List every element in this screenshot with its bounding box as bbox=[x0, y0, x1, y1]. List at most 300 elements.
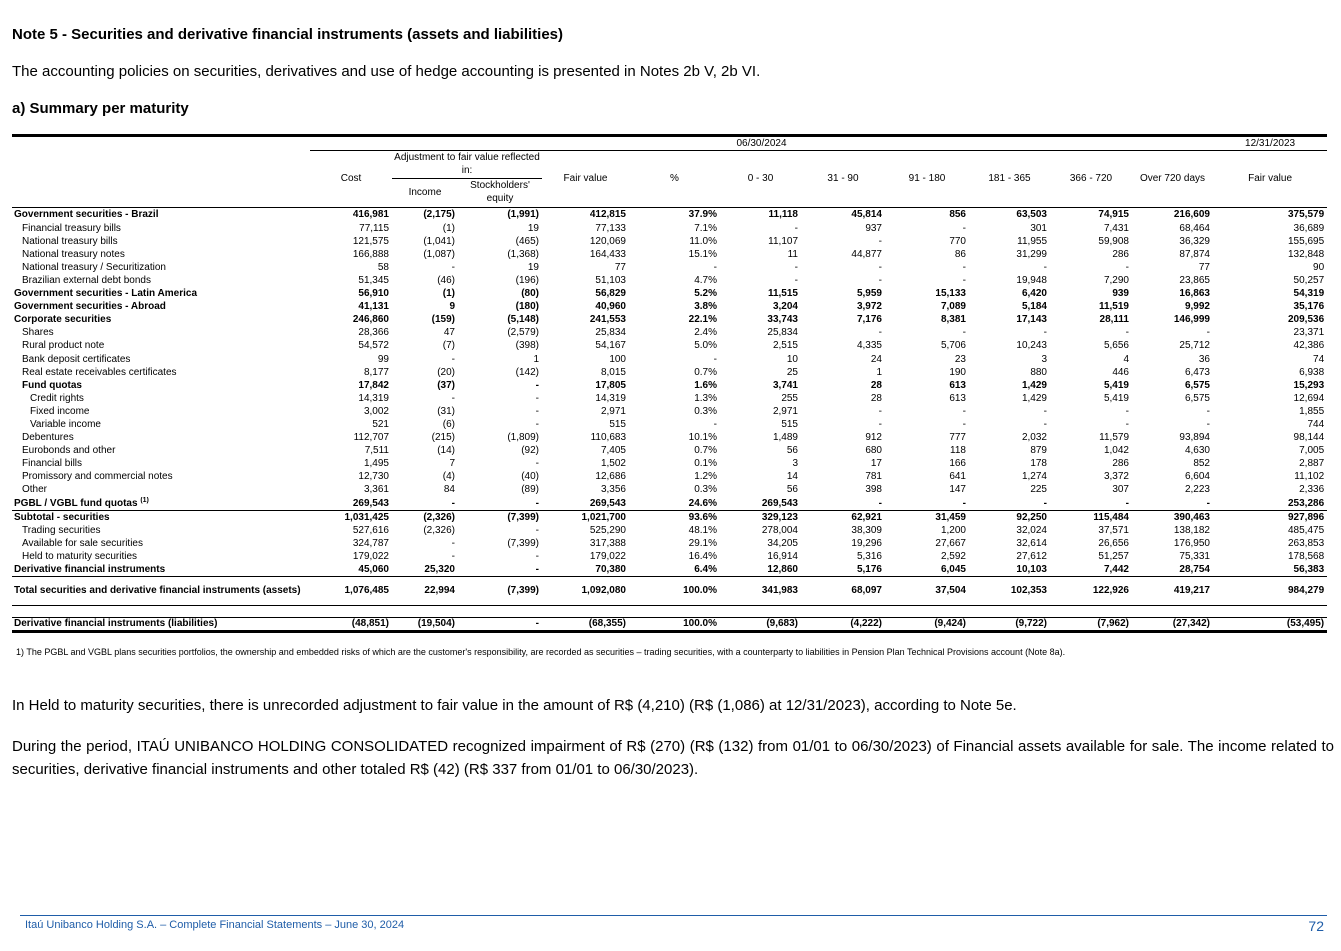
row-label bbox=[12, 418, 310, 431]
table-cell: - bbox=[1125, 405, 1129, 417]
table-cell: - bbox=[1125, 418, 1129, 430]
table-cell: 75,331 bbox=[1179, 550, 1210, 562]
table-cell: 16,863 bbox=[1179, 288, 1210, 300]
table-cell: 45,814 bbox=[851, 209, 882, 221]
table-cell: 56 bbox=[786, 445, 798, 457]
table-cell: - bbox=[1125, 497, 1129, 509]
table-cell: 329,123 bbox=[720, 510, 801, 524]
table-cell: 25 bbox=[786, 366, 798, 378]
table-cell: 100.0% bbox=[629, 618, 720, 632]
table-cell: 2,515 bbox=[772, 340, 798, 352]
table-cell: 5.0% bbox=[694, 340, 717, 352]
table-cell: 2.4% bbox=[694, 327, 717, 339]
table-cell: 31,299 bbox=[1016, 248, 1047, 260]
row-label-text: Corporate securities bbox=[14, 314, 112, 326]
table-cell: (92) bbox=[521, 445, 539, 457]
table-cell: 3.8% bbox=[694, 301, 717, 313]
col-31-90: 31 - 90 bbox=[827, 172, 859, 184]
table-cell: 37,571 bbox=[1098, 524, 1129, 536]
table-cell: 11,102 bbox=[1294, 471, 1325, 483]
table-cell: 98,144 bbox=[1293, 432, 1325, 444]
table-cell: 26,656 bbox=[1098, 537, 1129, 549]
table-cell: 416,981 bbox=[352, 209, 389, 221]
table-cell: 93,894 bbox=[1179, 432, 1210, 444]
table-row bbox=[12, 470, 1327, 483]
table-cell: 166,888 bbox=[352, 248, 389, 260]
table-cell: 47 bbox=[443, 327, 455, 339]
table-cell: 278,004 bbox=[761, 524, 798, 536]
table-row bbox=[12, 418, 1327, 431]
table-cell: - bbox=[1125, 327, 1129, 339]
table-cell: 12,694 bbox=[1293, 392, 1325, 404]
table-cell: - bbox=[535, 497, 539, 509]
table-cell: 255 bbox=[781, 392, 798, 404]
table-row bbox=[12, 274, 1327, 287]
table-cell: 14 bbox=[786, 471, 798, 483]
table-cell: 515 bbox=[609, 418, 626, 430]
table-cell: - bbox=[878, 497, 882, 509]
table-cell: 7,176 bbox=[856, 314, 882, 326]
table-cell: 179,022 bbox=[352, 550, 389, 562]
col-181-365: 181 - 365 bbox=[988, 172, 1031, 184]
table-cell: 19 bbox=[527, 222, 539, 234]
col-366-720: 366 - 720 bbox=[1069, 172, 1113, 184]
table-cell: 28,754 bbox=[1132, 563, 1213, 577]
table-cell: 10.1% bbox=[688, 432, 717, 444]
table-cell: 1,502 bbox=[600, 458, 626, 470]
table-cell: - bbox=[535, 458, 539, 470]
table-cell: - bbox=[1043, 261, 1047, 273]
table-cell: 5,656 bbox=[1103, 340, 1129, 352]
table-cell: - bbox=[535, 405, 539, 417]
table-cell: 17,143 bbox=[1016, 314, 1047, 326]
table-cell: 10,243 bbox=[1016, 340, 1047, 352]
table-cell: 19,948 bbox=[1016, 274, 1047, 286]
table-cell: (9,424) bbox=[885, 618, 969, 632]
table-cell: (7,962) bbox=[1050, 618, 1132, 632]
table-cell: 2,336 bbox=[1299, 484, 1325, 496]
row-label bbox=[12, 222, 310, 235]
col-0-30: 0 - 30 bbox=[747, 172, 774, 184]
table-cell: 1,031,425 bbox=[310, 510, 392, 524]
table-cell: 7,290 bbox=[1103, 274, 1129, 286]
table-cell: - bbox=[713, 261, 717, 273]
table-cell: 0.7% bbox=[694, 445, 717, 457]
table-cell: (7,399) bbox=[507, 537, 539, 549]
table-cell: 86 bbox=[954, 248, 966, 260]
row-label-text: Total securities and derivative financial instruments (assets) bbox=[14, 585, 301, 597]
table-cell: 209,536 bbox=[1287, 314, 1325, 326]
table-cell: (1,991) bbox=[507, 209, 539, 221]
table-row bbox=[12, 339, 1327, 352]
table-cell: (46) bbox=[437, 274, 455, 286]
table-cell: 77 bbox=[1198, 261, 1210, 273]
table-cell: 744 bbox=[1307, 418, 1325, 430]
table-cell: 56 bbox=[786, 484, 798, 496]
table-row bbox=[12, 353, 1327, 366]
table-row bbox=[12, 457, 1327, 470]
table-cell: 6,420 bbox=[1021, 288, 1047, 300]
row-label-text: Real estate receivables certificates bbox=[22, 366, 177, 378]
row-label bbox=[12, 563, 310, 577]
table-cell: 4 bbox=[1123, 353, 1129, 365]
table-cell: - bbox=[1043, 327, 1047, 339]
col-cost: Cost bbox=[340, 172, 362, 184]
table-cell: 446 bbox=[1112, 366, 1129, 378]
table-cell: (37) bbox=[437, 379, 455, 391]
table-cell: 19,296 bbox=[851, 537, 882, 549]
table-cell: 40,960 bbox=[595, 301, 626, 313]
table-cell: (7,399) bbox=[458, 510, 542, 524]
table-cell: - bbox=[713, 418, 717, 430]
row-label-text: National treasury / Securitization bbox=[22, 261, 166, 273]
table-cell: 11,955 bbox=[1017, 235, 1047, 247]
table-cell: 41,131 bbox=[358, 301, 389, 313]
table-cell: 2,887 bbox=[1299, 458, 1325, 470]
row-label-text: Fixed income bbox=[30, 405, 90, 417]
table-cell: 35,176 bbox=[1293, 301, 1325, 313]
table-cell: 937 bbox=[865, 222, 882, 234]
row-label-text: Variable income bbox=[30, 418, 101, 430]
table-cell: 341,983 bbox=[720, 577, 801, 606]
footnote: 1) The PGBL and VGBL plans securities portfolios, the ownership and embedded risks of which are the customer's responsibility, are recorded as securities – trading securities, with a counterparty to liabilities in Pension Plan Technical Provisions account (Note 8a). bbox=[16, 647, 1066, 657]
row-label bbox=[12, 537, 310, 550]
table-cell: - bbox=[962, 261, 966, 273]
table-cell: 31,459 bbox=[885, 510, 969, 524]
section-title: a) Summary per maturity bbox=[12, 100, 189, 117]
table-cell: (9,683) bbox=[720, 618, 801, 632]
table-cell: (89) bbox=[521, 484, 539, 496]
table-cell: 246,860 bbox=[352, 314, 389, 326]
table-cell: 23,865 bbox=[1179, 274, 1210, 286]
row-label-text: Shares bbox=[22, 327, 54, 339]
table-cell: (196) bbox=[515, 274, 539, 286]
table-cell: 1,076,485 bbox=[310, 577, 392, 606]
col-fair-value: Fair value bbox=[563, 172, 608, 184]
row-label-text: Rural product note bbox=[22, 340, 105, 352]
period-current-header: 06/30/2024 bbox=[310, 137, 1213, 151]
table-cell: 25,320 bbox=[392, 563, 458, 577]
table-cell: 92,250 bbox=[969, 510, 1050, 524]
table-cell: - bbox=[1043, 418, 1047, 430]
row-label bbox=[12, 208, 310, 222]
table-cell: 37,504 bbox=[885, 577, 969, 606]
table-cell: 912 bbox=[865, 432, 882, 444]
table-cell: (465) bbox=[515, 235, 539, 247]
table-cell: 147 bbox=[949, 484, 966, 496]
table-cell: - bbox=[535, 550, 539, 562]
table-cell: 138,182 bbox=[1173, 524, 1210, 536]
table-cell: 269,543 bbox=[761, 497, 798, 509]
row-label bbox=[12, 248, 310, 261]
table-cell: 99 bbox=[377, 353, 389, 365]
table-cell: 132,848 bbox=[1287, 248, 1325, 260]
table-cell: 419,217 bbox=[1132, 577, 1213, 606]
table-cell: 179,022 bbox=[589, 550, 626, 562]
table-cell: 59,908 bbox=[1098, 235, 1129, 247]
table-cell: (5,148) bbox=[507, 314, 539, 326]
table-cell: 1,855 bbox=[1299, 405, 1325, 417]
table-cell: (4,222) bbox=[801, 618, 885, 632]
row-label-text: Promissory and commercial notes bbox=[22, 471, 173, 483]
table-cell: (2,326) bbox=[423, 524, 455, 536]
table-cell: 7,005 bbox=[1299, 445, 1325, 457]
table-cell: - bbox=[451, 497, 455, 509]
table-body bbox=[12, 208, 1327, 632]
table-row bbox=[12, 483, 1327, 496]
table-cell: 613 bbox=[949, 392, 966, 404]
col-income: Income bbox=[408, 186, 442, 198]
table-cell: - bbox=[713, 353, 717, 365]
table-cell: 17,842 bbox=[358, 379, 389, 391]
table-cell: 6,938 bbox=[1299, 366, 1325, 378]
table-cell: - bbox=[535, 524, 539, 536]
table-cell: 24 bbox=[870, 353, 882, 365]
table-cell: 1,092,080 bbox=[542, 577, 629, 606]
table-cell: 190 bbox=[949, 366, 966, 378]
table-cell: 25,834 bbox=[767, 327, 798, 339]
table-cell: 14,319 bbox=[358, 392, 389, 404]
note-title: Note 5 - Securities and derivative financial instruments (assets and liabilities) bbox=[12, 26, 564, 43]
table-cell: 12,686 bbox=[595, 471, 626, 483]
table-cell: 32,024 bbox=[1016, 524, 1047, 536]
table-cell: 3 bbox=[1041, 353, 1047, 365]
table-cell: 68,097 bbox=[801, 577, 885, 606]
table-cell: (1,087) bbox=[423, 248, 455, 260]
table-cell: 7,089 bbox=[940, 301, 966, 313]
table-cell: 15,293 bbox=[1293, 379, 1325, 391]
table-cell: 5,184 bbox=[1021, 301, 1047, 313]
row-label bbox=[12, 392, 310, 405]
table-cell: 84 bbox=[443, 484, 455, 496]
table-cell: 770 bbox=[949, 235, 966, 247]
table-cell: 9,992 bbox=[1184, 301, 1210, 313]
table-cell: 45,060 bbox=[310, 563, 392, 577]
table-cell: 286 bbox=[1112, 248, 1129, 260]
row-label-text: Trading securities bbox=[22, 524, 101, 536]
table-cell: 856 bbox=[949, 209, 966, 221]
table-cell: 3,002 bbox=[363, 405, 389, 417]
table-cell: 54,572 bbox=[358, 340, 389, 352]
row-label-text: PGBL / VGBL fund quotas bbox=[14, 497, 138, 509]
table-cell: - bbox=[451, 392, 455, 404]
table-cell: 110,683 bbox=[590, 432, 626, 444]
table-cell: 781 bbox=[865, 471, 882, 483]
table-cell: 5,706 bbox=[940, 340, 966, 352]
row-label bbox=[12, 405, 310, 418]
table-row bbox=[12, 405, 1327, 418]
table-cell: - bbox=[878, 274, 882, 286]
table-cell: 6,575 bbox=[1184, 392, 1210, 404]
table-cell: 100.0% bbox=[629, 577, 720, 606]
table-cell: 166 bbox=[949, 458, 966, 470]
table-cell: 984,279 bbox=[1213, 577, 1327, 606]
table-cell: (142) bbox=[515, 366, 539, 378]
table-cell: 225 bbox=[1030, 484, 1047, 496]
table-row bbox=[12, 524, 1327, 537]
table-cell: (1,809) bbox=[507, 432, 539, 444]
table-cell: (80) bbox=[521, 288, 539, 300]
table-cell: 16,914 bbox=[767, 550, 798, 562]
table-cell: - bbox=[1206, 497, 1210, 509]
table-cell: - bbox=[535, 418, 539, 430]
table-row bbox=[12, 235, 1327, 248]
table-cell: - bbox=[451, 261, 455, 273]
table-cell: 77,133 bbox=[595, 222, 626, 234]
table-cell: - bbox=[794, 261, 798, 273]
table-cell: 63,503 bbox=[1016, 209, 1047, 221]
row-label-text: Eurobonds and other bbox=[22, 445, 116, 457]
table-cell: 1,495 bbox=[363, 458, 389, 470]
row-label-text: National treasury notes bbox=[22, 248, 125, 260]
table-cell: 36 bbox=[1198, 353, 1210, 365]
table-cell: 112,707 bbox=[353, 432, 389, 444]
row-label-text: Government securities - Latin America bbox=[14, 288, 198, 300]
paragraph-held-to-maturity: In Held to maturity securities, there is unrecorded adjustment to fair value in the amount of R$ (4,210) (R$ (1,086) at 12/31/2023), according to Note 5e. bbox=[12, 697, 1017, 714]
table-cell: 7,511 bbox=[364, 445, 389, 457]
row-label bbox=[12, 366, 310, 379]
table-cell: 54,167 bbox=[595, 340, 626, 352]
table-cell: 5,959 bbox=[856, 288, 882, 300]
table-row bbox=[12, 208, 1327, 222]
table-row bbox=[12, 537, 1327, 550]
spacer-row bbox=[12, 606, 1327, 618]
table-cell: 1.2% bbox=[694, 471, 717, 483]
table-cell: 74 bbox=[1313, 353, 1325, 365]
table-cell: 12,860 bbox=[720, 563, 801, 577]
table-cell: - bbox=[1206, 405, 1210, 417]
table-cell: 48.1% bbox=[688, 524, 717, 536]
row-label-text: Derivative financial instruments bbox=[14, 564, 166, 575]
row-label bbox=[12, 577, 310, 606]
table-cell: - bbox=[962, 405, 966, 417]
table-cell: 2,592 bbox=[940, 550, 966, 562]
table-cell: - bbox=[794, 222, 798, 234]
table-cell: 0.3% bbox=[694, 484, 717, 496]
table-cell: (7) bbox=[442, 340, 455, 352]
table-cell: 2,223 bbox=[1184, 484, 1210, 496]
table-cell: 8,177 bbox=[363, 366, 389, 378]
col-over-720: Over 720 days bbox=[1139, 172, 1206, 184]
table-cell: 146,999 bbox=[1173, 314, 1210, 326]
row-label-text: Fund quotas bbox=[22, 379, 82, 391]
table-cell: 7 bbox=[449, 458, 455, 470]
table-cell: 121,575 bbox=[352, 235, 389, 247]
row-label-text: Debentures bbox=[22, 432, 74, 444]
table-cell: 32,614 bbox=[1016, 537, 1047, 549]
table-cell: (6) bbox=[442, 418, 455, 430]
table-cell: 16.4% bbox=[688, 550, 717, 562]
table-row bbox=[12, 392, 1327, 405]
table-cell: 3,741 bbox=[772, 379, 798, 391]
table-cell: 317,388 bbox=[589, 537, 626, 549]
table-cell: 5,316 bbox=[856, 550, 882, 562]
table-cell: 42,386 bbox=[1293, 340, 1325, 352]
table-cell: 11,519 bbox=[1098, 301, 1129, 313]
table-cell: 6,604 bbox=[1184, 471, 1210, 483]
table-cell: - bbox=[878, 327, 882, 339]
table-cell: 68,464 bbox=[1179, 222, 1210, 234]
table-cell: 525,290 bbox=[589, 524, 626, 536]
table-cell: 120,069 bbox=[589, 235, 626, 247]
table-cell: 100 bbox=[609, 353, 626, 365]
table-cell: 0.3% bbox=[694, 405, 717, 417]
table-cell: 122,926 bbox=[1050, 577, 1132, 606]
table-cell: 3,361 bbox=[363, 484, 389, 496]
table-cell: 1 bbox=[876, 366, 882, 378]
table-cell: 38,309 bbox=[851, 524, 882, 536]
table-cell: 6.4% bbox=[629, 563, 720, 577]
table-cell: - bbox=[878, 261, 882, 273]
table-cell: (1,041) bbox=[423, 235, 455, 247]
table-cell: 11,515 bbox=[767, 288, 798, 300]
table-cell: (2,579) bbox=[507, 327, 539, 339]
table-cell: 93.6% bbox=[629, 510, 720, 524]
table-cell: 56,383 bbox=[1213, 563, 1327, 577]
table-cell: 15,133 bbox=[935, 288, 966, 300]
table-cell: 2,971 bbox=[600, 405, 626, 417]
table-cell: 301 bbox=[1030, 222, 1047, 234]
table-cell: 90 bbox=[1313, 261, 1325, 273]
table-cell: 1,042 bbox=[1103, 445, 1129, 457]
table-cell: 216,609 bbox=[1173, 209, 1210, 221]
table-row bbox=[12, 222, 1327, 235]
row-label-text: Derivative financial instruments (liabilities) bbox=[14, 618, 218, 630]
table-cell: 11,107 bbox=[768, 235, 798, 247]
table-cell: 33,743 bbox=[767, 314, 798, 326]
col-91-180: 91 - 180 bbox=[908, 172, 946, 184]
table-cell: 2,971 bbox=[772, 405, 798, 417]
table-cell: (1) bbox=[442, 288, 455, 300]
table-row bbox=[12, 497, 1327, 511]
table-cell: - bbox=[878, 405, 882, 417]
table-cell: 375,579 bbox=[1287, 209, 1325, 221]
table-cell: 28,111 bbox=[1099, 314, 1129, 326]
row-label-text: Bank deposit certificates bbox=[22, 353, 131, 365]
table-cell: 77,115 bbox=[359, 222, 389, 234]
table-cell: 37.9% bbox=[688, 209, 717, 221]
table-cell: 178 bbox=[1030, 458, 1047, 470]
table-cell: 879 bbox=[1030, 445, 1047, 457]
table-cell: 12,730 bbox=[358, 471, 389, 483]
table-cell: (14) bbox=[437, 445, 455, 457]
table-cell: 0.7% bbox=[694, 366, 717, 378]
table-cell: 1 bbox=[533, 353, 539, 365]
table-cell: 241,553 bbox=[589, 314, 626, 326]
table-cell: (1) bbox=[442, 222, 455, 234]
table-cell: 11,579 bbox=[1099, 432, 1129, 444]
row-label-text: Subtotal - securities bbox=[14, 511, 110, 523]
table-cell: 1,274 bbox=[1021, 471, 1047, 483]
table-row bbox=[12, 248, 1327, 261]
table-cell: 29.1% bbox=[688, 537, 717, 549]
table-cell: 269,543 bbox=[589, 497, 626, 509]
row-label bbox=[12, 235, 310, 248]
table-cell: 28 bbox=[870, 379, 882, 391]
table-cell: - bbox=[794, 274, 798, 286]
table-cell: 5,419 bbox=[1103, 392, 1129, 404]
table-cell: - bbox=[1043, 405, 1047, 417]
table-cell: - bbox=[962, 222, 966, 234]
table-cell: 641 bbox=[949, 471, 966, 483]
table-cell: 5.2% bbox=[694, 288, 717, 300]
table-cell: 51,345 bbox=[358, 274, 389, 286]
table-cell: 164,433 bbox=[589, 248, 626, 260]
table-cell: 1,429 bbox=[1021, 379, 1047, 391]
table-cell: 176,950 bbox=[1173, 537, 1210, 549]
table-cell: 87,874 bbox=[1179, 248, 1210, 260]
table-cell: 412,815 bbox=[589, 209, 626, 221]
